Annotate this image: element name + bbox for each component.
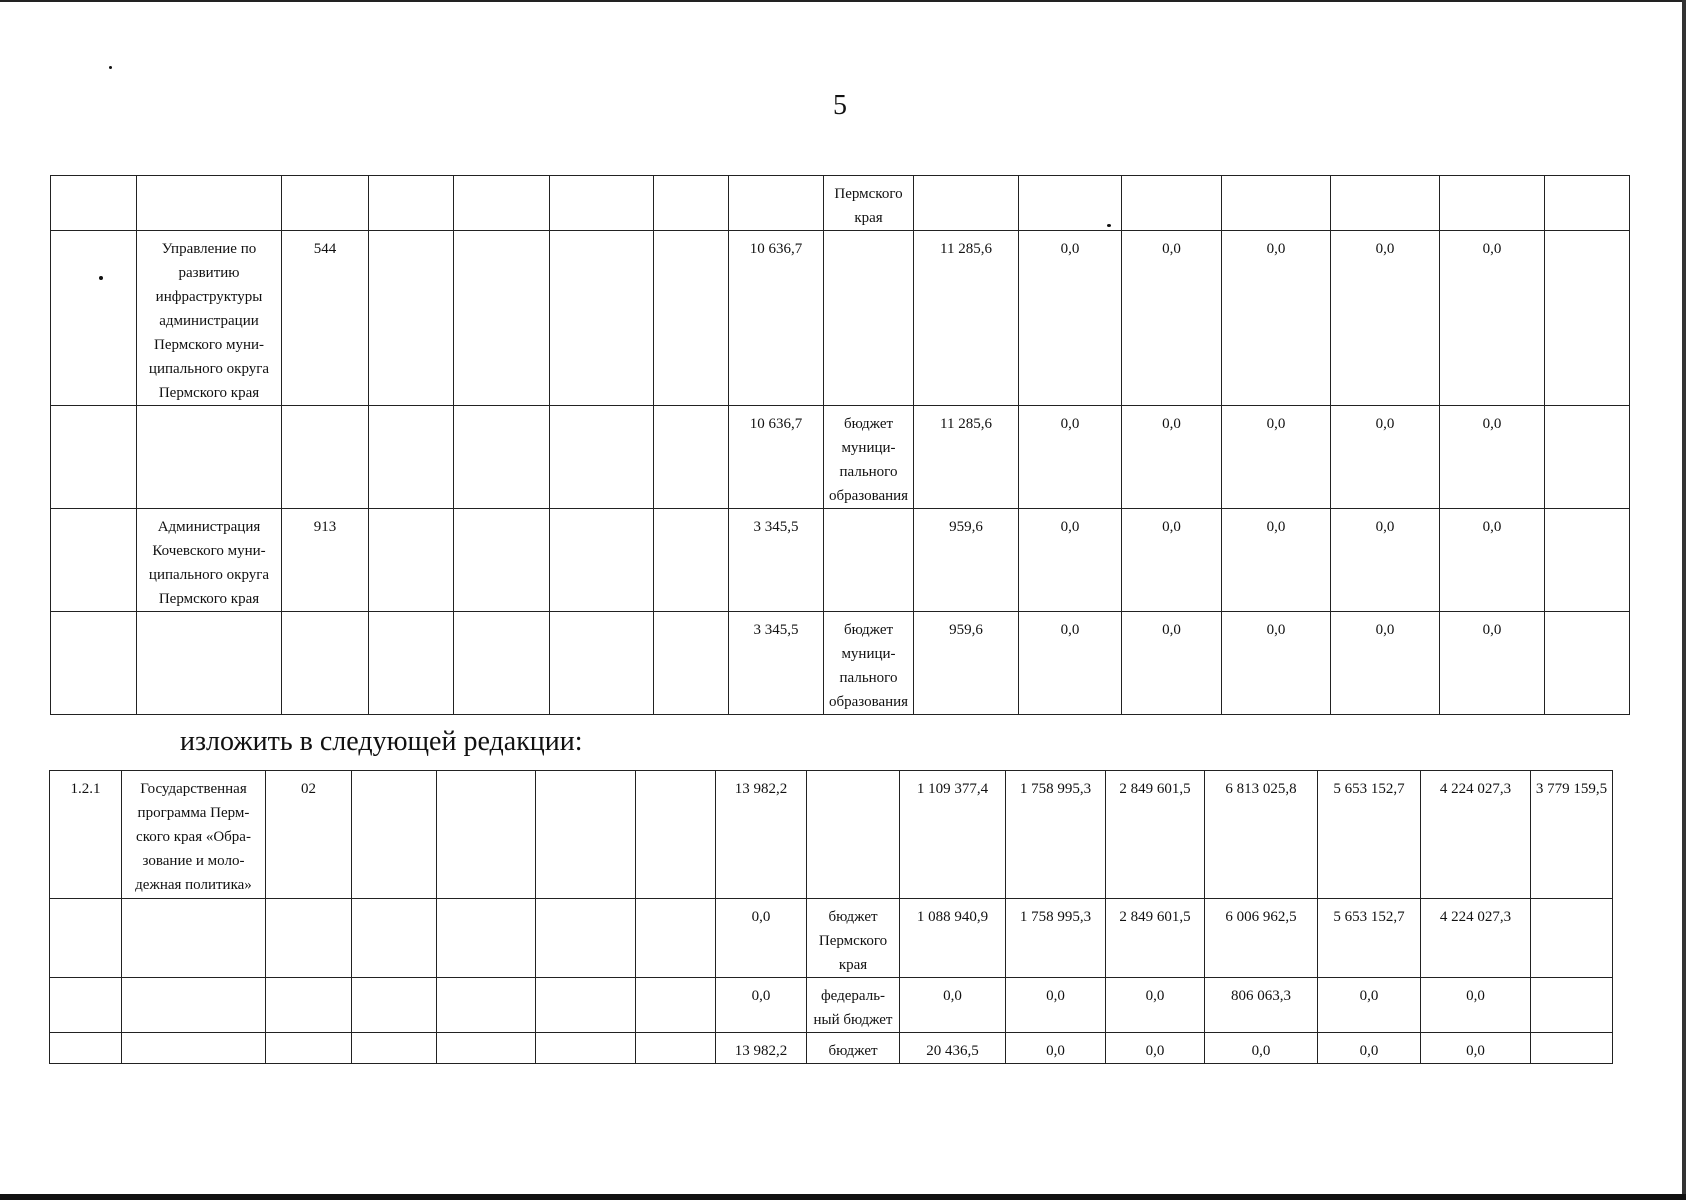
cell-number — [51, 176, 137, 231]
cell-amount: 0,0 — [1421, 1033, 1531, 1064]
cell-amount — [1222, 176, 1331, 231]
cell-amount: 13 982,2 — [716, 1033, 807, 1064]
cell-amount: 0,0 — [1006, 978, 1106, 1033]
cell-code — [266, 1033, 352, 1064]
cell-number — [50, 1033, 122, 1064]
scan-speck — [109, 66, 112, 69]
cell-name — [122, 978, 266, 1033]
cell — [550, 176, 654, 231]
cell-amount: 0,0 — [1122, 612, 1222, 715]
cell — [352, 899, 437, 978]
cell-amount: 0,0 — [1440, 231, 1545, 406]
table-row — [50, 978, 1613, 1033]
cell-amount: 0,0 — [1222, 231, 1331, 406]
cell-amount: 959,6 — [914, 509, 1019, 612]
table-row — [50, 771, 1613, 899]
cell-amount: 1 109 377,4 — [900, 771, 1006, 899]
cell-amount — [1545, 509, 1630, 612]
cell-amount: 0,0 — [1122, 509, 1222, 612]
cell-amount: 20 436,5 — [900, 1033, 1006, 1064]
cell-amount — [1545, 612, 1630, 715]
cell-name: Управление по развитию инфраструктуры администрации Пермского муни- ципального округа Пермского края — [137, 231, 282, 406]
cell-amount — [1331, 176, 1440, 231]
cell — [536, 1033, 636, 1064]
cell-code — [266, 978, 352, 1033]
cell — [454, 406, 550, 509]
cell-number — [51, 509, 137, 612]
cell-amount — [729, 176, 824, 231]
cell-amount: 0,0 — [1318, 1033, 1421, 1064]
cell — [352, 1033, 437, 1064]
cell-amount: 0,0 — [1222, 612, 1331, 715]
table-row — [50, 1033, 1613, 1064]
cell-amount: 0,0 — [1222, 509, 1331, 612]
cell-code — [282, 612, 369, 715]
cell-amount: 0,0 — [1331, 231, 1440, 406]
table-row — [51, 176, 1630, 231]
cell-code: 02 — [266, 771, 352, 899]
cell — [369, 509, 454, 612]
cell-amount — [1122, 176, 1222, 231]
cell-funding-source: бюджет — [807, 1033, 900, 1064]
cell-code — [266, 899, 352, 978]
cell-number — [50, 978, 122, 1033]
cell-code: 544 — [282, 231, 369, 406]
cell-amount: 0,0 — [1019, 612, 1122, 715]
cell-amount: 3 345,5 — [729, 612, 824, 715]
cell-amount: 0,0 — [1122, 231, 1222, 406]
cell-amount: 2 849 601,5 — [1106, 899, 1205, 978]
cell-funding-source — [824, 509, 914, 612]
cell-amount — [914, 176, 1019, 231]
cell — [536, 771, 636, 899]
cell-number — [51, 406, 137, 509]
cell — [636, 771, 716, 899]
cell — [369, 176, 454, 231]
cell — [654, 509, 729, 612]
cell-amount — [1531, 978, 1613, 1033]
cell — [550, 231, 654, 406]
cell-funding-source — [824, 231, 914, 406]
cell-amount: 0,0 — [1421, 978, 1531, 1033]
cell-amount: 1 758 995,3 — [1006, 771, 1106, 899]
cell-amount: 10 636,7 — [729, 231, 824, 406]
table-row — [50, 899, 1613, 978]
cell-amount: 0,0 — [900, 978, 1006, 1033]
cell-amount: 1 088 940,9 — [900, 899, 1006, 978]
cell-name — [122, 899, 266, 978]
cell-amount: 0,0 — [1440, 612, 1545, 715]
cell-funding-source: бюджет Пермского края — [807, 899, 900, 978]
cell-amount — [1545, 231, 1630, 406]
cell-funding-source: бюджет муници- пального образования — [824, 612, 914, 715]
cell-amount: 5 653 152,7 — [1318, 899, 1421, 978]
cell-amount: 0,0 — [1331, 612, 1440, 715]
cell-code — [282, 406, 369, 509]
cell-amount: 2 849 601,5 — [1106, 771, 1205, 899]
cell — [636, 1033, 716, 1064]
cell — [654, 231, 729, 406]
cell-amount: 0,0 — [1019, 509, 1122, 612]
cell-number — [50, 899, 122, 978]
cell-name: Государственная программа Перм- ского края «Обра- зование и моло- дежная политика» — [122, 771, 266, 899]
cell — [369, 231, 454, 406]
budget-table-new-edition — [49, 770, 1613, 1064]
cell-amount: 0,0 — [1318, 978, 1421, 1033]
cell — [550, 406, 654, 509]
cell-amount: 0,0 — [1006, 1033, 1106, 1064]
cell-amount — [1545, 176, 1630, 231]
cell — [550, 509, 654, 612]
cell — [654, 612, 729, 715]
cell-amount: 959,6 — [914, 612, 1019, 715]
cell — [437, 899, 536, 978]
cell-amount: 4 224 027,3 — [1421, 899, 1531, 978]
cell-amount: 0,0 — [1205, 1033, 1318, 1064]
cell — [454, 509, 550, 612]
cell-name — [137, 406, 282, 509]
cell — [454, 612, 550, 715]
cell-number: 1.2.1 — [50, 771, 122, 899]
cell-amount — [1440, 176, 1545, 231]
cell-amount: 6 813 025,8 — [1205, 771, 1318, 899]
cell-amount: 11 285,6 — [914, 231, 1019, 406]
table-row — [51, 231, 1630, 406]
cell — [550, 612, 654, 715]
scan-right-edge — [1682, 0, 1686, 1200]
cell — [352, 978, 437, 1033]
cell-amount: 0,0 — [1106, 1033, 1205, 1064]
cell-amount: 0,0 — [1106, 978, 1205, 1033]
cell — [437, 978, 536, 1033]
cell-name — [122, 1033, 266, 1064]
table-row — [51, 406, 1630, 509]
cell — [437, 771, 536, 899]
cell-funding-source: Пермского края — [824, 176, 914, 231]
table-row — [51, 612, 1630, 715]
cell — [654, 176, 729, 231]
cell-amount — [1531, 1033, 1613, 1064]
cell-amount: 0,0 — [1440, 406, 1545, 509]
cell — [369, 406, 454, 509]
cell — [454, 176, 550, 231]
cell-amount: 10 636,7 — [729, 406, 824, 509]
cell-amount: 0,0 — [1019, 406, 1122, 509]
cell-amount — [1019, 176, 1122, 231]
cell-funding-source: федераль- ный бюджет — [807, 978, 900, 1033]
cell-name — [137, 176, 282, 231]
cell-amount: 806 063,3 — [1205, 978, 1318, 1033]
cell — [536, 899, 636, 978]
scan-bottom-edge — [0, 1194, 1686, 1200]
cell-number — [51, 612, 137, 715]
cell-amount: 1 758 995,3 — [1006, 899, 1106, 978]
cell-amount: 0,0 — [716, 899, 807, 978]
cell-amount: 11 285,6 — [914, 406, 1019, 509]
cell-amount: 0,0 — [1222, 406, 1331, 509]
cell-amount: 0,0 — [1440, 509, 1545, 612]
scan-top-edge — [0, 0, 1686, 2]
cell-number — [51, 231, 137, 406]
amendment-caption: изложить в следующей редакции: — [180, 726, 583, 757]
cell-amount — [1545, 406, 1630, 509]
cell-amount: 0,0 — [1019, 231, 1122, 406]
cell — [369, 612, 454, 715]
cell — [352, 771, 437, 899]
cell-amount: 0,0 — [1122, 406, 1222, 509]
cell — [636, 978, 716, 1033]
cell — [536, 978, 636, 1033]
cell-funding-source — [807, 771, 900, 899]
cell-name — [137, 612, 282, 715]
cell-code — [282, 176, 369, 231]
cell-amount: 0,0 — [716, 978, 807, 1033]
page-number: 5 — [833, 90, 847, 121]
cell — [636, 899, 716, 978]
cell-amount: 3 779 159,5 — [1531, 771, 1613, 899]
budget-table-continuation — [50, 175, 1630, 715]
cell-funding-source: бюджет муници- пального образования — [824, 406, 914, 509]
cell-amount: 3 345,5 — [729, 509, 824, 612]
cell — [454, 231, 550, 406]
cell-amount: 6 006 962,5 — [1205, 899, 1318, 978]
cell-code: 913 — [282, 509, 369, 612]
cell-amount — [1531, 899, 1613, 978]
cell — [437, 1033, 536, 1064]
cell — [654, 406, 729, 509]
cell-amount: 4 224 027,3 — [1421, 771, 1531, 899]
cell-amount: 5 653 152,7 — [1318, 771, 1421, 899]
cell-amount: 13 982,2 — [716, 771, 807, 899]
cell-amount: 0,0 — [1331, 406, 1440, 509]
table-row — [51, 509, 1630, 612]
cell-amount: 0,0 — [1331, 509, 1440, 612]
cell-name: Администрация Кочевского муни- ципального округа Пермского края — [137, 509, 282, 612]
